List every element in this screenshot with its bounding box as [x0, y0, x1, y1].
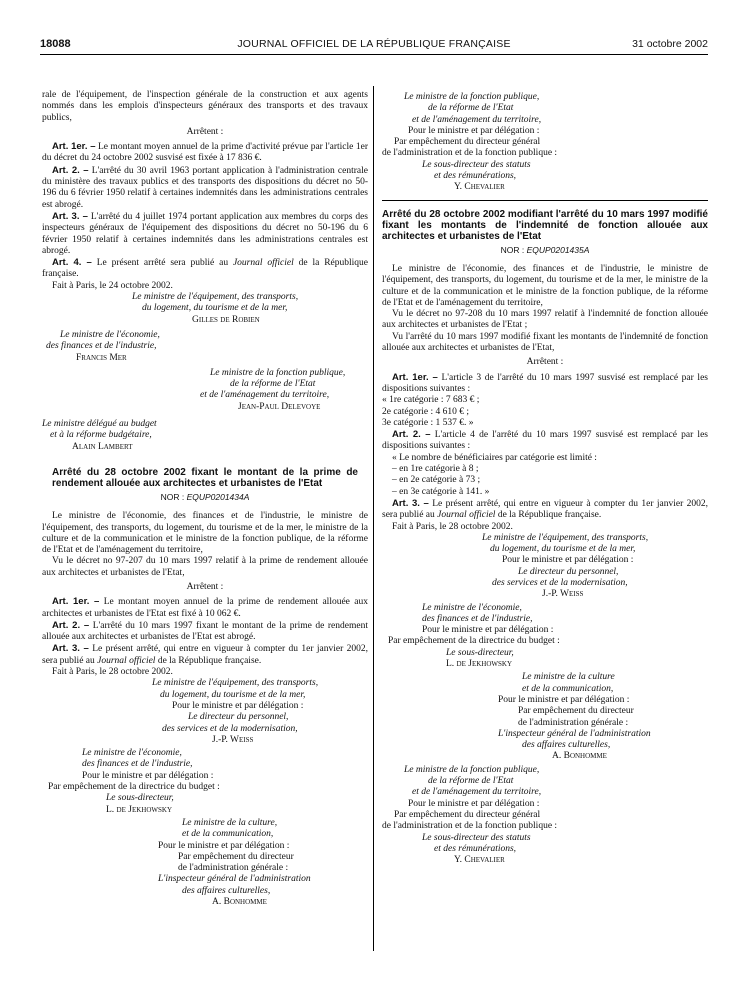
signature-line: Le sous-directeur des statuts: [422, 159, 531, 170]
signature-line: des finances et de l'industrie,: [422, 613, 533, 624]
article-text: L'arrêté du 4 juillet 1974 portant application aux membres du corps des inspecteurs généraux de l'équipement des dispositions du décret no 50-196 du 6 février 1950 relatif à certaines indemnités dans les administrations centrales est abrogé.: [42, 211, 368, 256]
signature-line: de la réforme de l'Etat: [428, 776, 514, 787]
article-text: L'article 4 de l'arrêté du 10 mars 1997 susvisé est remplacé par les dispositions suivantes :: [382, 430, 708, 452]
signature-line: Le ministre de l'équipement, des transports,: [132, 292, 299, 303]
signature-line: Le ministre de l'équipement, des transports,: [482, 532, 649, 543]
article-label: Art. 4. –: [52, 257, 92, 269]
signature-line: de l'administration et de la fonction publique :: [382, 148, 558, 159]
column-divider: [373, 86, 374, 951]
list-item: – en 3e catégorie à 141. »: [392, 486, 490, 497]
article-label: Art. 3. –: [392, 497, 429, 509]
signatory-name: J.-P. Weiss: [542, 589, 584, 600]
signature-line: L'inspecteur général de l'administration: [158, 874, 311, 885]
page-header: [40, 38, 708, 55]
article-label: Art. 1er. –: [392, 371, 438, 383]
nor-code: EQUP0201435A: [526, 244, 590, 255]
signature-block: [382, 533, 708, 601]
signatory-name: Y. Chevalier: [454, 182, 505, 193]
signature-line: et des rémunérations,: [434, 171, 517, 182]
signature-line: et de la communication,: [522, 683, 614, 694]
signature-line: de la réforme de l'Etat: [428, 103, 514, 114]
article-1: [382, 372, 708, 396]
decree-title: Arrêté du 28 octobre 2002 fixant le montant de la prime de rendement allouée aux architectes et urbanistes de l'Etat: [52, 466, 358, 489]
right-column: [382, 92, 708, 866]
paragraph: Le ministre de l'économie, des finances et de l'industrie, le ministre de l'équipement, des transports, du logement, du tourisme et de la mer, le ministre de la culture et de la communication et le ministre de la fonction publique, de la réforme de l'Etat et de l'aménagement du territoire,: [382, 263, 708, 308]
signature-block: [382, 92, 708, 194]
article-text: de la République française.: [42, 258, 368, 280]
signature-line: de la réforme de l'Etat: [230, 379, 316, 390]
signatory-name: Jean-Paul Delevoye: [238, 401, 321, 412]
signature-line: Pour le ministre et par délégation :: [172, 700, 304, 711]
signature-line: du logement, du tourisme et de la mer,: [142, 303, 288, 314]
article-1: [42, 596, 368, 620]
signature-line: Pour le ministre et par délégation :: [158, 840, 290, 851]
article-4: [42, 257, 368, 281]
signature-line: Le sous-directeur,: [106, 793, 174, 804]
signature-block: [42, 330, 368, 364]
signature-line: du logement, du tourisme et de la mer,: [160, 689, 306, 700]
signature-line: Le ministre de la fonction publique,: [404, 764, 540, 775]
signature-line: et à la réforme budgétaire,: [50, 430, 152, 441]
signature-line: Par empêchement du directeur général: [394, 809, 541, 820]
signature-line: Le ministre de l'équipement, des transports,: [152, 678, 319, 689]
signatory-name: Y. Chevalier: [454, 855, 505, 866]
journal-ref: Journal officiel: [437, 510, 496, 521]
list-item: 2e catégorie : 4 610 € ;: [382, 406, 470, 417]
signatory-name: A. Bonhomme: [552, 751, 607, 762]
article-1: [42, 141, 368, 165]
article-3: [42, 643, 368, 667]
signature-line: et des rémunérations,: [434, 843, 517, 854]
article-3: [42, 211, 368, 257]
issue-date: 31 octobre 2002: [632, 38, 708, 50]
signature-line: Le ministre délégué au budget: [42, 419, 157, 430]
signature-line: Par empêchement du directeur: [178, 851, 294, 862]
article-text: L'arrêté du 30 avril 1963 portant application à l'administration centrale du ministère des travaux publics et des transports des dispositions du décret no 50-196 du 6 février 1950 relatif à certaines indemnités dans les administrations centrales est abrogé.: [42, 165, 368, 210]
signatory-name: Gilles de Robien: [192, 314, 260, 325]
signature-line: Pour le ministre et par délégation :: [498, 694, 630, 705]
left-column: [42, 90, 368, 908]
signature-block: [42, 419, 368, 453]
signature-line: Le ministre de la fonction publique,: [210, 367, 346, 378]
article-label: Art. 3. –: [52, 643, 89, 655]
signature-line: des affaires culturelles,: [522, 740, 611, 751]
article-label: Art. 2. –: [52, 619, 90, 631]
signature-line: et de l'aménagement du territoire,: [200, 390, 330, 401]
nor-reference: [42, 492, 368, 503]
signature-line: Par empêchement du directeur: [518, 706, 634, 717]
signature-line: Le directeur du personnel,: [518, 566, 619, 577]
signature-block: [42, 818, 368, 908]
article-text: Le montant moyen annuel de la prime d'activité prévue par l'article 1er du décret du 24 octobre 2002 susvisé est fixée à 17 836 €.: [42, 142, 368, 164]
article-2: [42, 165, 368, 211]
decree-title: Arrêté du 28 octobre 2002 modifiant l'arrêté du 10 mars 1997 modifié fixant les montants de l'indemnité de fonction allouée aux architectes et urbanistes de l'Etat: [382, 208, 708, 242]
article-2: [42, 620, 368, 644]
signature-line: et de l'aménagement du territoire,: [412, 114, 542, 125]
signatory-name: J.-P. Weiss: [212, 734, 254, 745]
signatory-name: L. de Jekhowsky: [446, 659, 513, 670]
signature-line: Pour le ministre et par délégation :: [82, 770, 214, 781]
nor-code: EQUP0201434A: [186, 491, 250, 502]
journal-ref: Journal officiel: [232, 258, 294, 269]
list-item: « 1re catégorie : 7 683 € ;: [382, 395, 480, 406]
article-label: Art. 2. –: [52, 164, 89, 176]
article-text: Le présent arrêté, qui entre en vigueur à compter du 1er janvier 2002, sera publié au: [42, 644, 368, 666]
signatory-name: L. de Jekhowsky: [106, 804, 173, 815]
list-item: 3e catégorie : 1 537 €. »: [382, 417, 474, 428]
signature-line: et de la communication,: [182, 829, 274, 840]
signature-line: Par empêchement du directeur général: [394, 137, 541, 148]
signature-line: des services et de la modernisation,: [492, 577, 628, 588]
fait-line: Fait à Paris, le 24 octobre 2002.: [52, 280, 173, 291]
signature-line: Le ministre de la fonction publique,: [404, 92, 540, 102]
signature-line: Le ministre de l'économie,: [60, 329, 160, 340]
page-number: 18088: [40, 38, 71, 50]
signature-line: Le ministre de l'économie,: [422, 602, 522, 613]
paragraph: Vu le décret no 97-207 du 10 mars 1997 relatif à la prime de rendement allouée aux architectes et urbanistes de l'Etat,: [42, 556, 368, 578]
arretent-heading: Arrêtent :: [526, 357, 564, 368]
signature-line: Par empêchement de la directrice du budget :: [48, 782, 220, 793]
signature-line: des finances et de l'industrie,: [82, 759, 193, 770]
article-label: Art. 3. –: [52, 210, 88, 222]
fait-line: Fait à Paris, le 28 octobre 2002.: [52, 667, 173, 678]
article-text: Le présent arrêté sera publié au: [91, 258, 233, 269]
arretent-heading: Arrêtent :: [186, 581, 224, 592]
article-text: L'article 3 de l'arrêté du 10 mars 1997 susvisé est remplacé par les dispositions suivantes :: [382, 372, 708, 394]
signature-line: des affaires culturelles,: [182, 885, 271, 896]
signature-line: Le ministre de la culture: [522, 672, 615, 683]
signature-block: [42, 368, 368, 413]
paragraph: Vu le décret no 97-208 du 10 mars 1997 relatif à l'indemnité de fonction allouée aux architectes et urbanistes de l'Etat ;: [382, 309, 708, 331]
article-text: Le présent arrêté, qui entre en vigueur à compter du 1er janvier 2002, sera publié au: [382, 498, 708, 521]
article-text: Le montant moyen annuel de la prime de rendement allouée aux architectes et urbanistes de l'Etat est fixé à 10 062 €.: [42, 597, 368, 619]
signature-line: Pour le ministre et par délégation :: [502, 555, 634, 566]
signature-line: et de l'aménagement du territoire,: [412, 787, 542, 798]
article-3: [382, 498, 708, 522]
list-item: – en 2e catégorie à 73 ;: [392, 475, 481, 486]
signature-line: de l'administration générale :: [178, 863, 289, 874]
signature-line: de l'administration générale :: [518, 717, 629, 728]
journal-title: JOURNAL OFFICIEL DE LA RÉPUBLIQUE FRANÇAISE: [237, 38, 511, 50]
signatory-name: A. Bonhomme: [212, 897, 267, 907]
signatory-name: Alain Lambert: [72, 441, 133, 452]
signature-line: Pour le ministre et par délégation :: [408, 798, 540, 809]
fait-line: Fait à Paris, le 28 octobre 2002.: [392, 521, 513, 532]
signature-line: Par empêchement de la directrice du budget :: [388, 636, 560, 647]
signature-line: L'inspecteur général de l'administration: [498, 728, 651, 739]
nor-reference: [382, 245, 708, 256]
signature-line: du logement, du tourisme et de la mer,: [490, 544, 636, 555]
signature-line: Pour le ministre et par délégation :: [408, 125, 540, 136]
article-text: de la République française.: [155, 655, 262, 666]
article-text: de la République française.: [495, 510, 602, 521]
signature-block: [382, 765, 708, 867]
article-text: L'arrêté du 10 mars 1997 fixant le montant de la prime de rendement allouée aux architectes et urbanistes de l'Etat est abrogé.: [42, 620, 368, 643]
signatory-name: Francis Mer: [76, 352, 127, 363]
signature-block: [42, 292, 368, 326]
nor-label: NOR :: [500, 244, 527, 255]
signature-line: Le sous-directeur des statuts: [422, 832, 531, 843]
list-item: « Le nombre de bénéficiaires par catégorie est limité :: [392, 452, 597, 463]
list-item: – en 1re catégorie à 8 ;: [392, 464, 479, 475]
signature-line: des services et de la modernisation,: [162, 723, 298, 734]
signature-line: Le sous-directeur,: [446, 647, 514, 658]
journal-ref: Journal officiel: [97, 655, 156, 666]
article-2: [382, 429, 708, 453]
nor-label: NOR :: [160, 491, 187, 502]
paragraph: Vu l'arrêté du 10 mars 1997 modifié fixant les montants de l'indemnité de fonction allouée aux architectes et urbanistes de l'Etat,: [382, 331, 708, 354]
signature-line: Pour le ministre et par délégation :: [422, 625, 554, 636]
signature-block: [42, 748, 368, 816]
article-label: Art. 1er. –: [52, 141, 96, 153]
arretent-heading: Arrêtent :: [186, 126, 224, 137]
signature-line: Le ministre de la culture,: [182, 817, 278, 828]
signature-line: de l'administration et de la fonction publique :: [382, 821, 558, 832]
signature-block: [382, 603, 708, 671]
signature-line: des finances et de l'industrie,: [46, 341, 157, 352]
signature-line: Le directeur du personnel,: [188, 712, 289, 723]
signature-block: [42, 678, 368, 746]
article-label: Art. 1er. –: [52, 596, 100, 608]
article-label: Art. 2. –: [392, 429, 431, 441]
paragraph: rale de l'équipement, de l'inspection générale de la construction et aux agents nommés dans les emplois d'inspecteurs généraux des transports et des travaux publics,: [42, 90, 368, 123]
signature-block: [382, 672, 708, 762]
signature-line: Le ministre de l'économie,: [82, 748, 182, 759]
paragraph: Le ministre de l'économie, des finances et de l'industrie, le ministre de l'équipement, des transports, du logement, du tourisme et de la mer, le ministre de la culture et de la communication et le ministre de la fonction publique, de la réforme de l'Etat et de l'aménagement du territoire,: [42, 511, 368, 556]
section-divider: [382, 200, 708, 201]
